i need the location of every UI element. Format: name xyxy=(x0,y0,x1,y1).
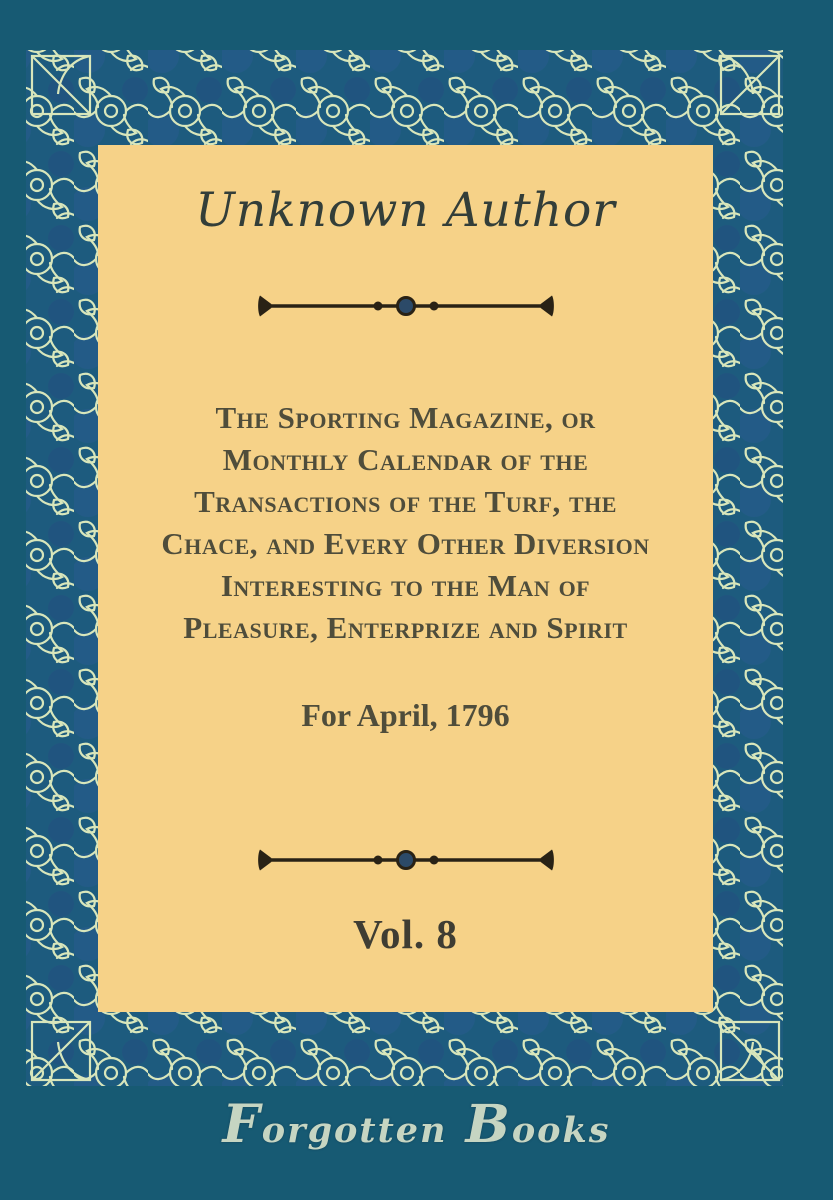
title-line: Transactions of the Turf, the xyxy=(194,484,617,519)
divider-ornament xyxy=(256,845,556,875)
title-line: Monthly Calendar of the xyxy=(222,442,589,477)
title-line: Interesting to the Man of xyxy=(220,568,591,603)
divider-ornament xyxy=(256,291,556,321)
volume-label: Vol. 8 xyxy=(353,911,458,957)
title-line: The Sporting Magazine, or xyxy=(215,400,596,435)
publisher-word: Forgotten xyxy=(222,1094,448,1155)
book-title xyxy=(98,397,713,649)
cover-panel xyxy=(98,145,713,1012)
title-line: Pleasure, Enterprize and Spirit xyxy=(183,610,628,645)
publisher-word: Books xyxy=(465,1094,611,1155)
author-name: Unknown Author xyxy=(195,183,616,238)
title-line: Chace, and Every Other Diversion xyxy=(161,526,650,561)
publisher-logo xyxy=(0,1094,833,1155)
edition-subtitle: For April, 1796 xyxy=(301,697,510,733)
